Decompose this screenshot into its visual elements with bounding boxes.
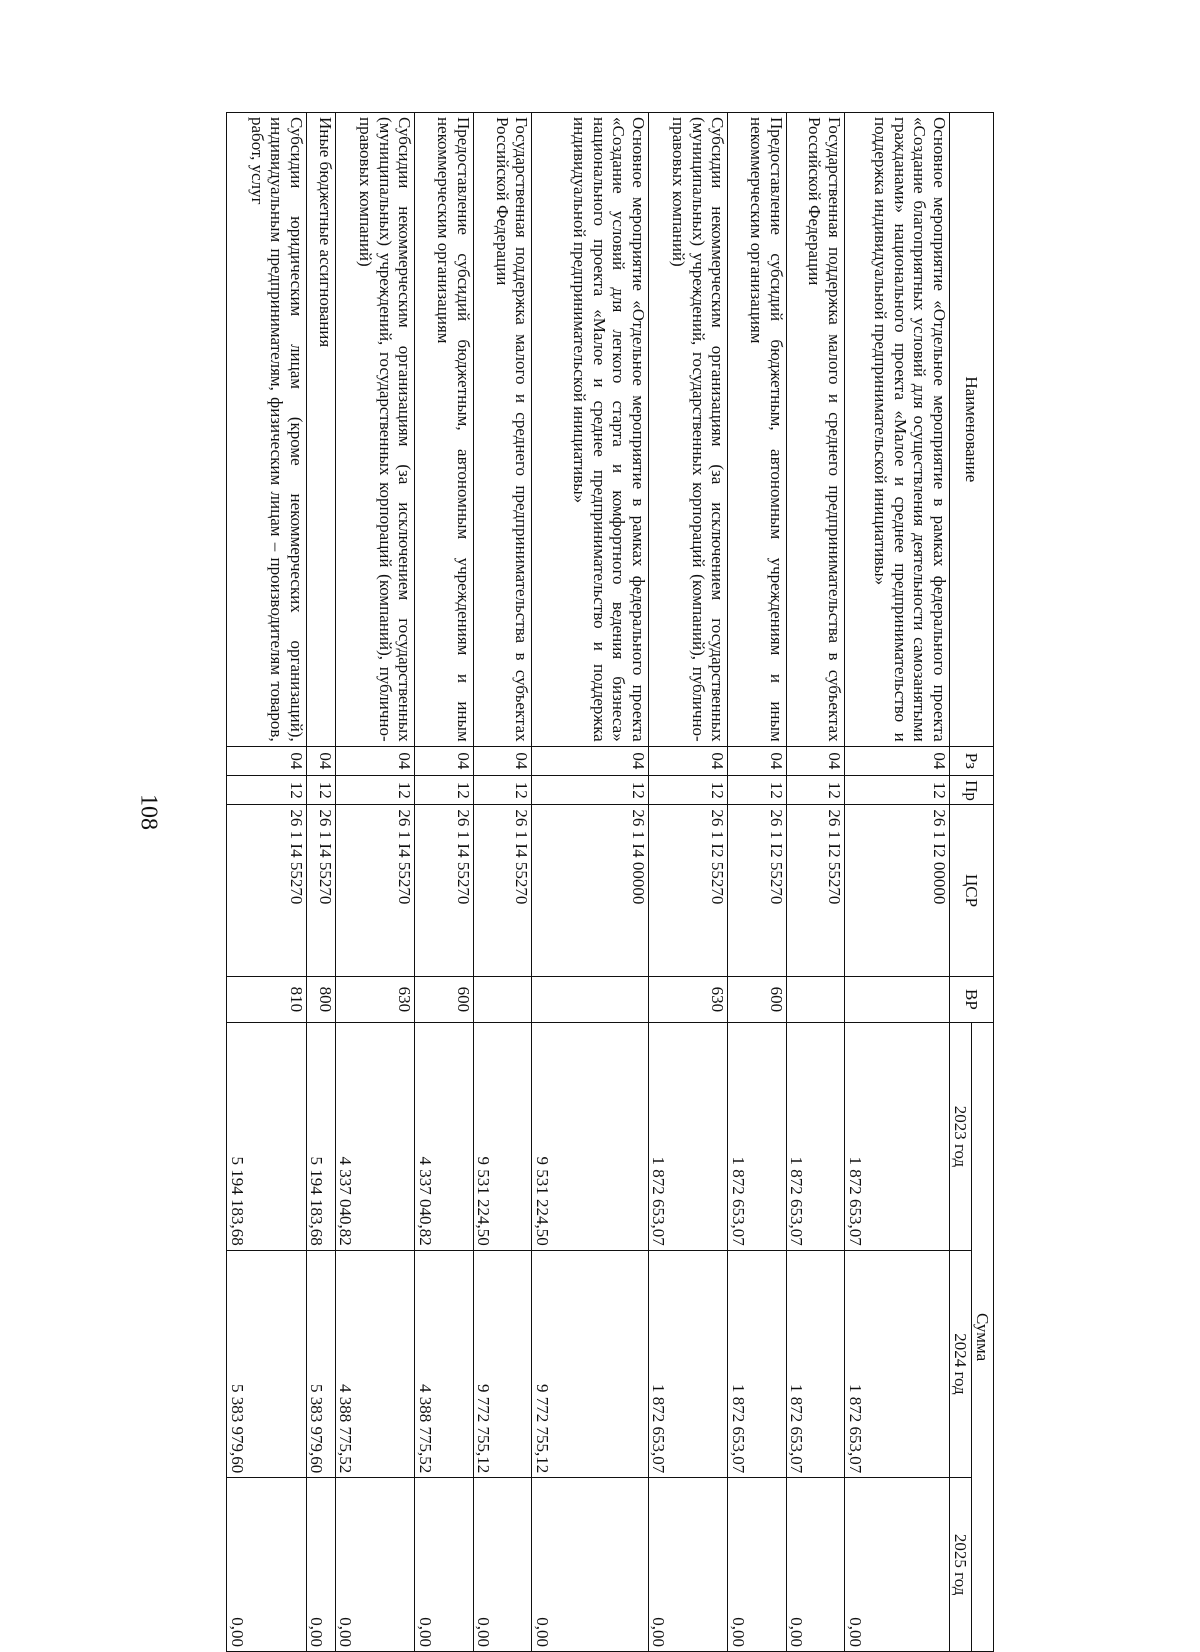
row-2025: 0,00 bbox=[532, 1478, 649, 1652]
row-2023: 4 337 040,82 bbox=[415, 1023, 473, 1251]
rotated-table-container bbox=[226, 112, 994, 1652]
row-csr: 26 1 I4 55270 bbox=[227, 805, 307, 976]
row-2025: 0,00 bbox=[473, 1478, 531, 1652]
row-2023: 5 194 183,68 bbox=[306, 1023, 335, 1251]
row-pr: 12 bbox=[227, 776, 307, 805]
table-row bbox=[532, 113, 649, 1652]
row-pr: 12 bbox=[786, 776, 844, 805]
row-pr: 12 bbox=[473, 776, 531, 805]
row-2025: 0,00 bbox=[335, 1478, 415, 1652]
row-pr: 12 bbox=[532, 776, 649, 805]
row-pr: 12 bbox=[415, 776, 473, 805]
row-2023: 9 531 224,50 bbox=[532, 1023, 649, 1251]
row-csr: 26 1 I2 55270 bbox=[648, 805, 728, 976]
row-2025: 0,00 bbox=[786, 1478, 844, 1652]
row-rz: 04 bbox=[728, 746, 786, 775]
row-2025: 0,00 bbox=[415, 1478, 473, 1652]
row-name: Предоставление субсидий бюджетным, автономным учреждениям и иным некоммерческим организациям bbox=[728, 113, 786, 747]
header-2024: 2024 год bbox=[950, 1250, 972, 1478]
row-pr: 12 bbox=[306, 776, 335, 805]
row-name: Субсидии некоммерческим организациям (за исключением государственных (муниципальных) учреждений, государственных корпораций (компаний), публично-правовых компаний) bbox=[335, 113, 415, 747]
row-vr: 600 bbox=[728, 976, 786, 1022]
table-row bbox=[335, 113, 415, 1652]
row-rz: 04 bbox=[532, 746, 649, 775]
row-2025: 0,00 bbox=[728, 1478, 786, 1652]
row-name: Иные бюджетные ассигнования bbox=[306, 113, 335, 747]
row-rz: 04 bbox=[227, 746, 307, 775]
row-name: Субсидии юридическим лицам (кроме некоммерческих организаций), индивидуальным предпринимателям, физическим лицам – производителям товаров, работ, услуг bbox=[227, 113, 307, 747]
row-name: Государственная поддержка малого и среднего предпринимательства в субъектах Российской Федерации bbox=[786, 113, 844, 747]
row-2024: 5 383 979,60 bbox=[227, 1250, 307, 1478]
table-row bbox=[728, 113, 786, 1652]
row-2024: 1 872 653,07 bbox=[786, 1250, 844, 1478]
row-rz: 04 bbox=[473, 746, 531, 775]
row-2024: 1 872 653,07 bbox=[728, 1250, 786, 1478]
row-rz: 04 bbox=[335, 746, 415, 775]
header-name: Наименование bbox=[950, 113, 994, 747]
row-2024: 5 383 979,60 bbox=[306, 1250, 335, 1478]
row-2023: 1 872 653,07 bbox=[845, 1023, 950, 1251]
row-csr: 26 1 I4 55270 bbox=[415, 805, 473, 976]
row-vr: 810 bbox=[227, 976, 307, 1022]
row-2024: 4 388 775,52 bbox=[335, 1250, 415, 1478]
row-rz: 04 bbox=[306, 746, 335, 775]
row-vr bbox=[532, 976, 649, 1022]
row-rz: 04 bbox=[786, 746, 844, 775]
row-2025: 0,00 bbox=[845, 1478, 950, 1652]
row-csr: 26 1 I4 55270 bbox=[473, 805, 531, 976]
row-2025: 0,00 bbox=[306, 1478, 335, 1652]
row-csr: 26 1 I2 00000 bbox=[845, 805, 950, 976]
row-2023: 9 531 224,50 bbox=[473, 1023, 531, 1251]
header-sum: Сумма bbox=[972, 1023, 994, 1652]
header-vr: ВР bbox=[950, 976, 994, 1022]
row-vr: 630 bbox=[335, 976, 415, 1022]
row-rz: 04 bbox=[415, 746, 473, 775]
row-2023: 1 872 653,07 bbox=[648, 1023, 728, 1251]
row-vr bbox=[473, 976, 531, 1022]
row-2025: 0,00 bbox=[648, 1478, 728, 1652]
row-vr bbox=[845, 976, 950, 1022]
row-csr: 26 1 I4 55270 bbox=[335, 805, 415, 976]
row-2023: 1 872 653,07 bbox=[728, 1023, 786, 1251]
budget-table bbox=[226, 112, 994, 1652]
row-vr: 600 bbox=[415, 976, 473, 1022]
row-vr bbox=[786, 976, 844, 1022]
row-csr: 26 1 I4 00000 bbox=[532, 805, 649, 976]
header-csr: ЦСР bbox=[950, 805, 994, 976]
row-vr: 630 bbox=[648, 976, 728, 1022]
row-2024: 9 772 755,12 bbox=[473, 1250, 531, 1478]
header-pr: Пр bbox=[950, 776, 994, 805]
row-vr: 800 bbox=[306, 976, 335, 1022]
table-row bbox=[845, 113, 950, 1652]
row-2024: 4 388 775,52 bbox=[415, 1250, 473, 1478]
page-number: 108 bbox=[135, 794, 162, 830]
row-name: Государственная поддержка малого и среднего предпринимательства в субъектах Российской Федерации bbox=[473, 113, 531, 747]
row-name: Основное мероприятие «Отдельное мероприятие в рамках федерального проекта «Создание благоприятных условий для осуществления деятельности самозанятыми гражданами» национального проекта «Малое и среднее предпринимательство и поддержка индивидуальной предпринимательской инициативы» bbox=[845, 113, 950, 747]
row-rz: 04 bbox=[845, 746, 950, 775]
row-csr: 26 1 I4 55270 bbox=[306, 805, 335, 976]
row-pr: 12 bbox=[845, 776, 950, 805]
table-row bbox=[415, 113, 473, 1652]
row-pr: 12 bbox=[648, 776, 728, 805]
row-2024: 9 772 755,12 bbox=[532, 1250, 649, 1478]
row-2023: 4 337 040,82 bbox=[335, 1023, 415, 1251]
row-csr: 26 1 I2 55270 bbox=[786, 805, 844, 976]
row-2023: 1 872 653,07 bbox=[786, 1023, 844, 1251]
header-2025: 2025 год bbox=[950, 1478, 972, 1652]
row-pr: 12 bbox=[335, 776, 415, 805]
row-name: Субсидии некоммерческим организациям (за исключением государственных (муниципальных) учреждений, государственных корпораций (компаний), публично-правовых компаний) bbox=[648, 113, 728, 747]
row-rz: 04 bbox=[648, 746, 728, 775]
table-row bbox=[306, 113, 335, 1652]
row-csr: 26 1 I2 55270 bbox=[728, 805, 786, 976]
table-row bbox=[227, 113, 307, 1652]
header-rz: Рз bbox=[950, 746, 994, 775]
row-2024: 1 872 653,07 bbox=[845, 1250, 950, 1478]
row-2023: 5 194 183,68 bbox=[227, 1023, 307, 1251]
table-row bbox=[648, 113, 728, 1652]
row-pr: 12 bbox=[728, 776, 786, 805]
header-2023: 2023 год bbox=[950, 1023, 972, 1251]
table-row bbox=[473, 113, 531, 1652]
row-name: Основное мероприятие «Отдельное мероприятие в рамках федерального проекта «Создание условий для легкого старта и комфортного ведения бизнеса» национального проекта «Малое и среднее предпринимательство и поддержка индивидуальной предпринимательской инициативы» bbox=[532, 113, 649, 747]
row-2024: 1 872 653,07 bbox=[648, 1250, 728, 1478]
row-2025: 0,00 bbox=[227, 1478, 307, 1652]
table-row bbox=[786, 113, 844, 1652]
row-name: Предоставление субсидий бюджетным, автономным учреждениям и иным некоммерческим организациям bbox=[415, 113, 473, 747]
